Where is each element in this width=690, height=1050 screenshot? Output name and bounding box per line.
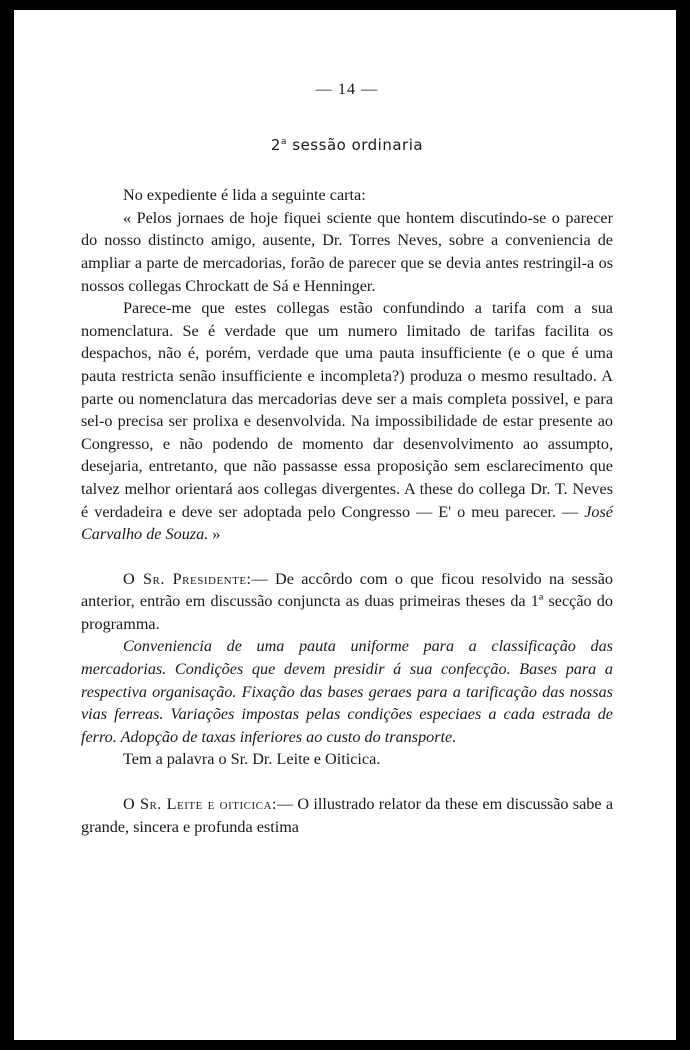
document-page [14, 10, 676, 1040]
paragraph-theses: Conveniencia de uma pauta uniforme para a classificação das mercadorias. Condições que devem presidir á sua confecção. Bases para a respectiva organisação. Fixação das bases geraes para a tarificação das nossas vias ferreas. Variações impostas pelas condições especiaes a cada estrada de ferro. Adopção de taxas inferiores ao custo do transporte. [81, 637, 613, 746]
speaker-leite-oiticica: O Sr. Leite e oiticica: [123, 795, 277, 814]
paragraph-expediente: No expediente é lida a seguinte carta: [123, 186, 366, 205]
letter-signature: José Carvalho de Souza. [81, 502, 613, 544]
session-title: sessão ordinaria [292, 135, 424, 154]
page-number: — 14 — [315, 80, 379, 98]
paragraph-letter-body [81, 297, 613, 546]
letter-closing-quote: » [208, 525, 221, 544]
paragraph-leite-oiticica [81, 793, 613, 838]
paragraph-letter-opening: « Pelos jornaes de hoje fiquei sciente que hontem discutindo-se o parecer do nosso distincto amigo, ausente, Dr. Torres Neves, sobre a conveniencia de ampliar a parte de mercadorias, forão de parecer que se devia antes restringil-a os nossos collegas Chrockatt de Sá e Henninger. [81, 208, 613, 295]
presidente-speech: — De accôrdo com o que ficou resolvido na sessão anterior, entrão em discussão conjuncta as duas primeiras theses da 1ª secção do programma. [81, 569, 613, 633]
leite-oiticica-speech: — O illustrado relator da these em discussão sabe a grande, sincera e profunda estima [81, 795, 613, 836]
session-ordinal-superscript: a [280, 136, 287, 147]
session-heading [81, 131, 613, 157]
paragraph-floor-given: Tem a palavra o Sr. Dr. Leite e Oiticica. [123, 750, 381, 769]
paragraph-presidente [81, 568, 613, 636]
letter-body-text: Parece-me que estes collegas estão confundindo a tarifa com a sua nomenclatura. Se é verdade que um numero limitado de tarifas facilita os despachos, não é, porém, verdade que uma pauta insufficiente (e o que é uma pauta restricta senão insufficiente e incompleta?) produza o mesmo resultado. A parte ou nomenclatura das mercadorias deve ser a mais completa possivel, e para sel-o precisa ser prolixa e desenvolvida. Na impossibilidade de estar presente ao Congresso, e não podendo de momento dar desenvolvimento ao assumpto, desejaria, entretanto, que não passasse essa proposição sem esclarecimento que talvez melhor orientará aos collegas divergentes. A these do collega Dr. T. Neves é verdadeira e deve ser adoptada pelo Congresso — E' o meu parecer. — [81, 299, 613, 521]
page-text-body [81, 78, 613, 838]
speaker-presidente: O Sr. Presidente: [123, 569, 252, 588]
session-ordinal: 2 [270, 135, 281, 154]
